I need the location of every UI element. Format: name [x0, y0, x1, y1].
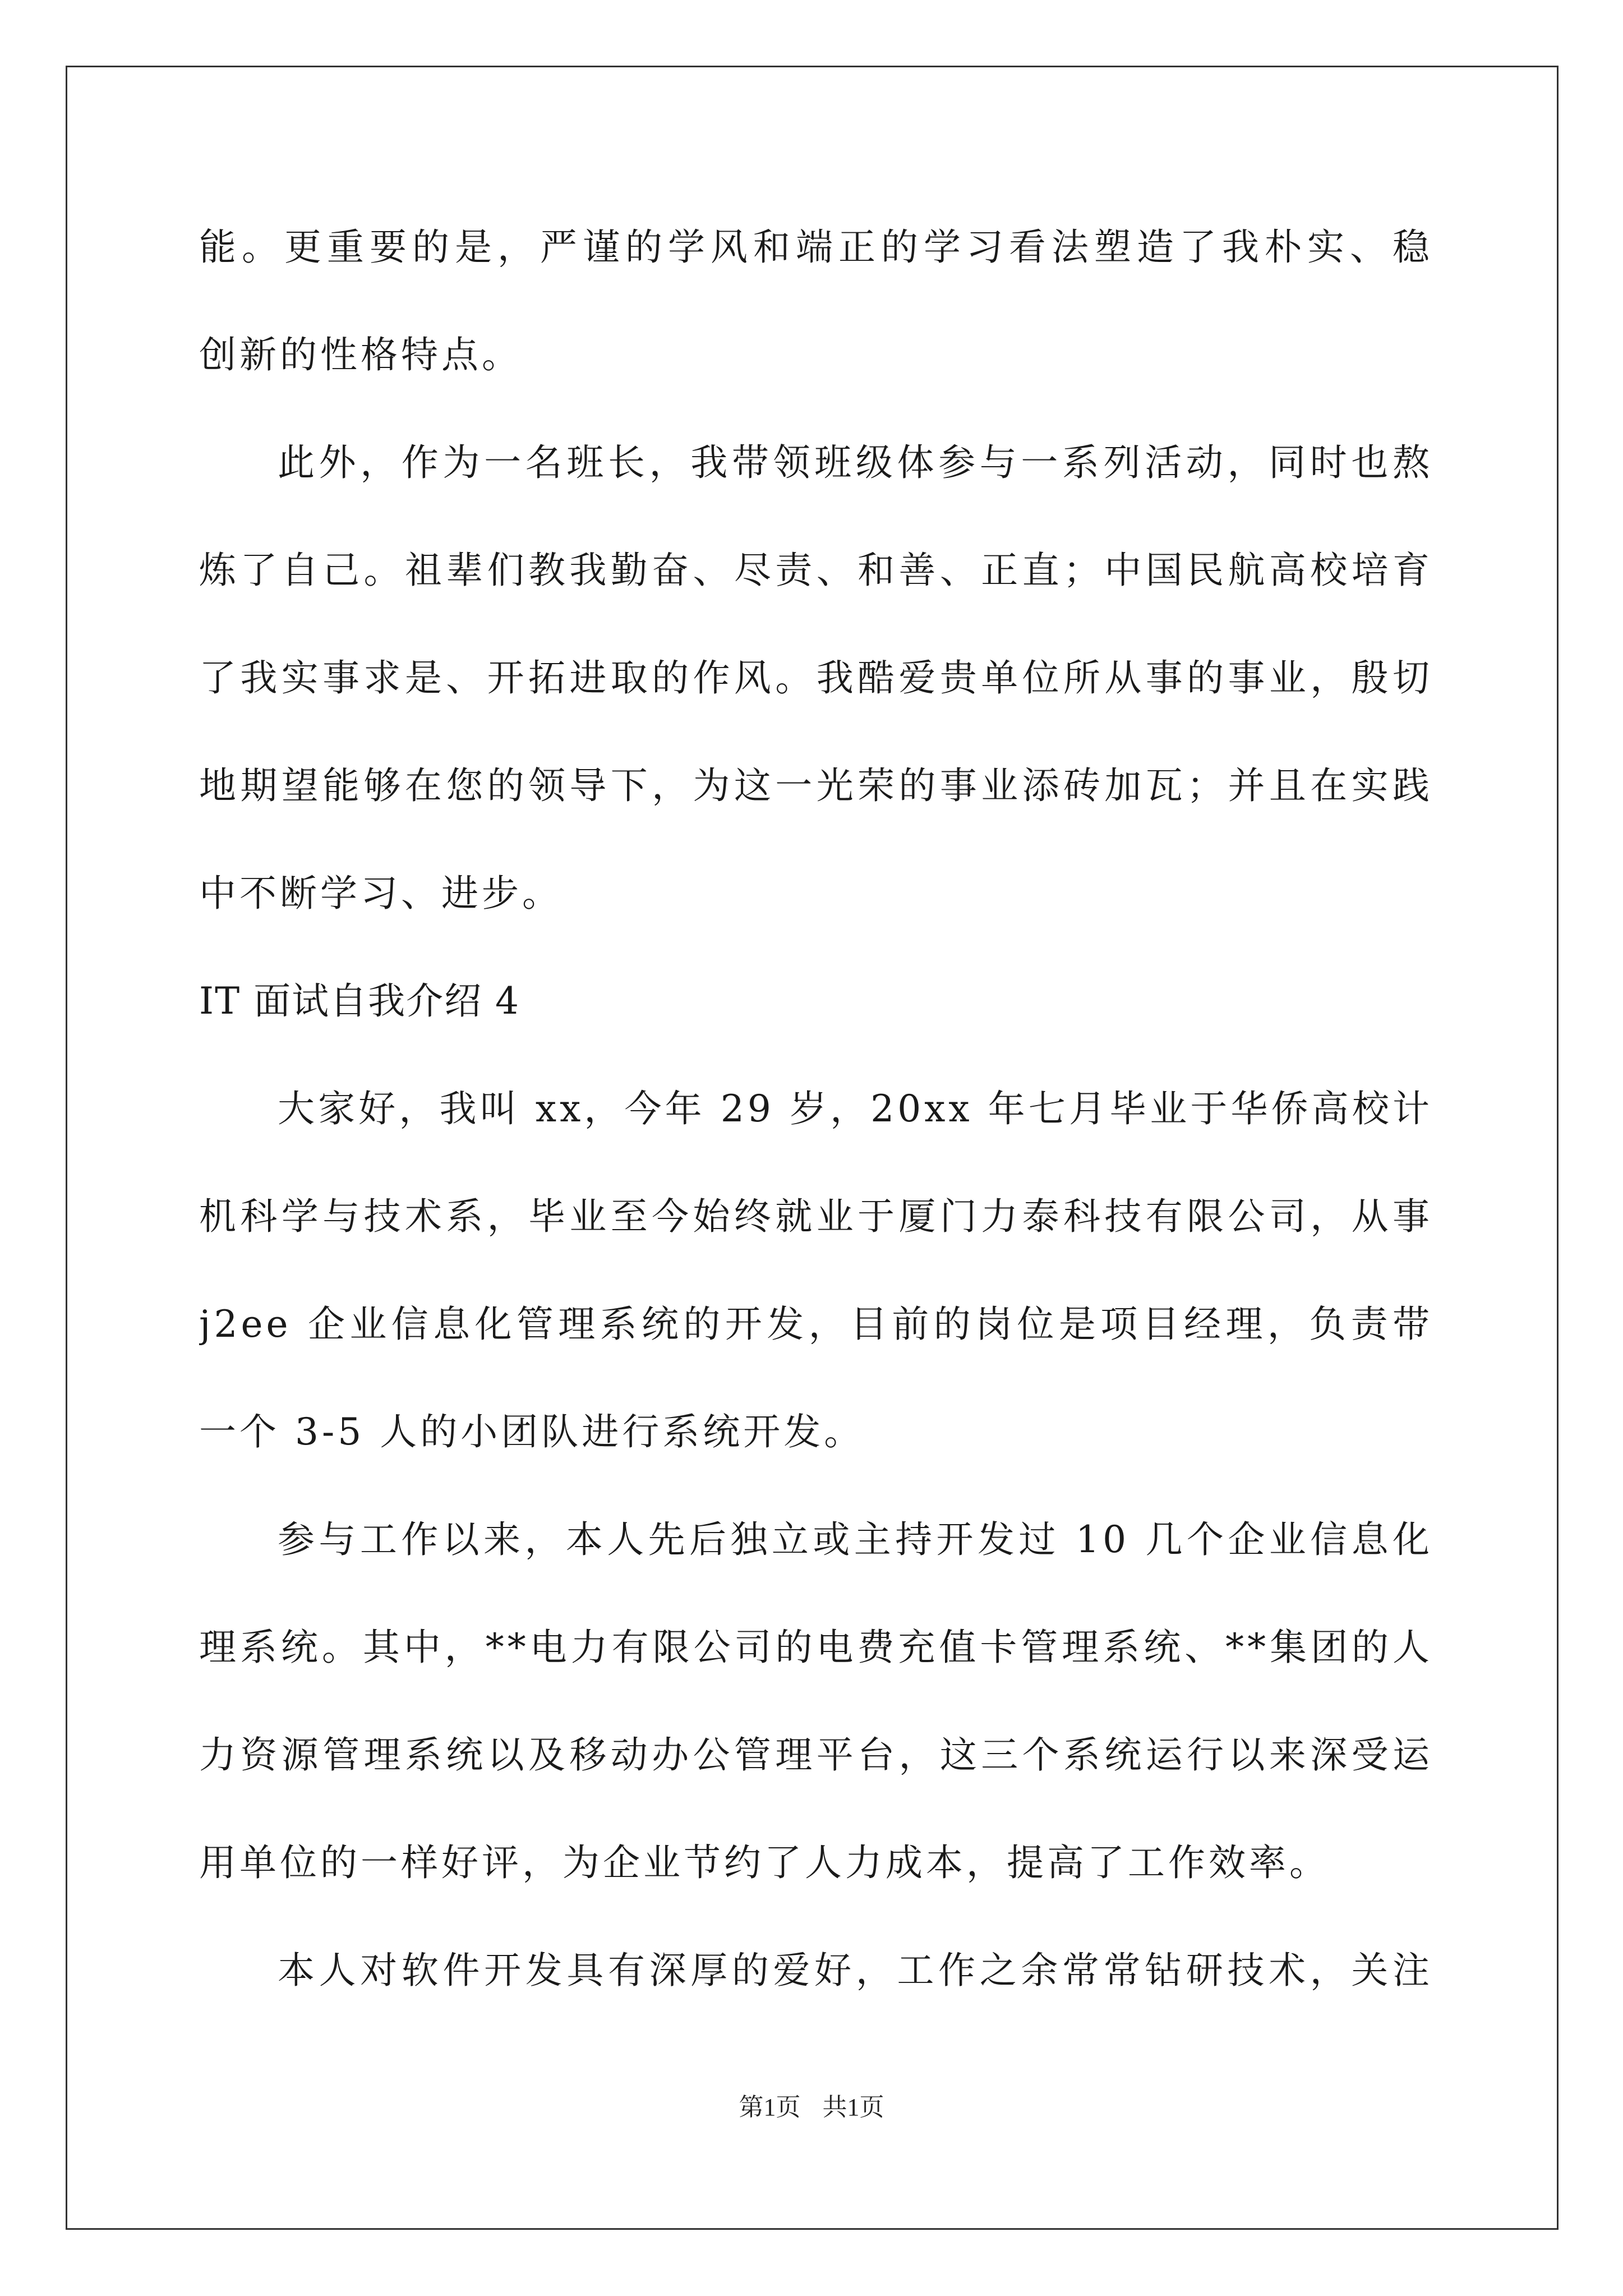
text-line: 能。更重要的是，严谨的学风和端正的学习看法塑造了我朴实、稳 — [199, 226, 1433, 269]
document-body — [199, 194, 1433, 2024]
text-line: 创新的性格特点。 — [199, 333, 522, 376]
text-line: 用单位的一样好评，为企业节约了人力成本，提高了工作效率。 — [199, 1841, 1330, 1884]
text-line: 力资源管理系统以及移动办公管理平台，这三个系统运行以来深受运 — [199, 1733, 1433, 1777]
text-line: 机科学与技术系，毕业至今始终就业于厦门力泰科技有限公司，从事 — [199, 1195, 1433, 1238]
text-line: 本人对软件开发具有深厚的爱好，工作之余常常钻研技术，关注 — [278, 1949, 1433, 1992]
text-line: 大家好，我叫 xx，今年 29 岁，20xx 年七月毕业于华侨高校计 — [278, 1087, 1433, 1130]
page-total: 共1页 — [822, 2093, 884, 2121]
text-line: 了我实事求是、开拓进取的作风。我酷爱贵单位所从事的事业，殷切 — [199, 656, 1433, 700]
page-footer — [0, 2087, 1623, 2123]
text-line: 中不断学习、进步。 — [199, 872, 562, 915]
section-heading: IT 面试自我介绍 4 — [199, 979, 520, 1023]
text-line: 地期望能够在您的领导下，为这一光荣的事业添砖加瓦；并且在实践 — [199, 764, 1433, 807]
text-line: 理系统。其中，**电力有限公司的电费充值卡管理系统、**集团的人 — [199, 1626, 1433, 1669]
text-line: 一个 3-5 人的小团队进行系统开发。 — [199, 1410, 865, 1453]
text-line: 参与工作以来，本人先后独立或主持开发过 10 几个企业信息化 — [278, 1518, 1433, 1561]
page-number: 第1页 — [739, 2093, 801, 2121]
text-line: 此外，作为一名班长，我带领班级体参与一系列活动，同时也熬 — [278, 441, 1433, 484]
text-line: j2ee 企业信息化管理系统的开发，目前的岗位是项目经理，负责带 — [199, 1303, 1433, 1346]
text-line: 炼了自己。祖辈们教我勤奋、尽责、和善、正直；中国民航高校培育 — [199, 549, 1433, 592]
